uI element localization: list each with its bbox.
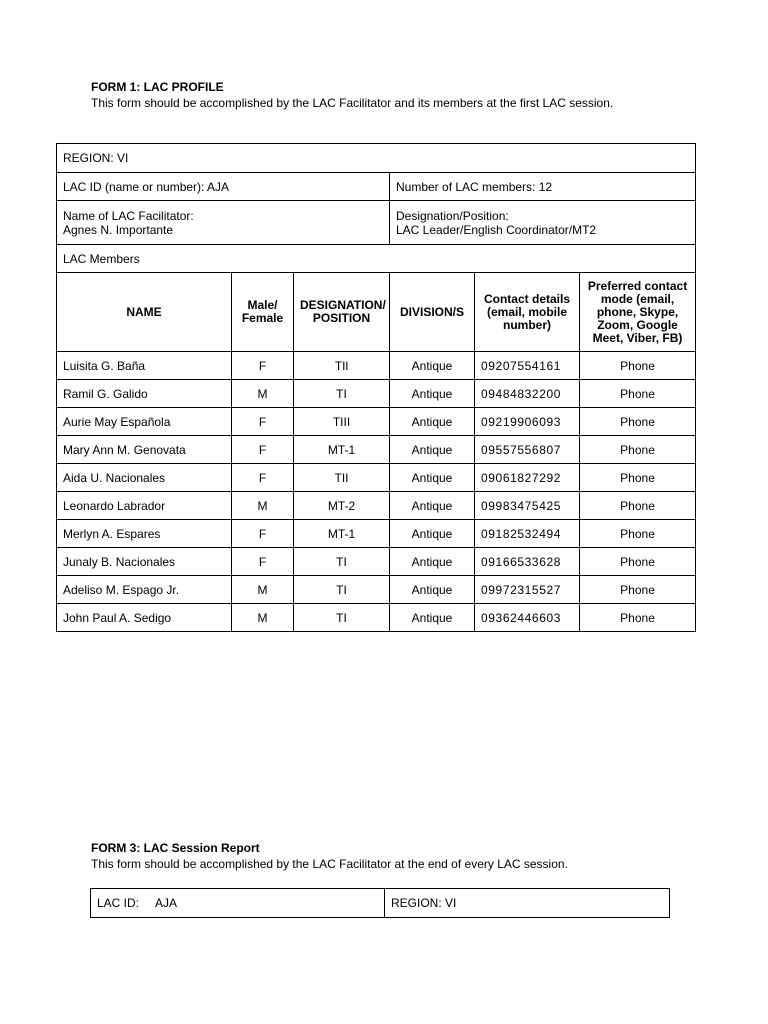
member-sex: M — [232, 604, 294, 632]
member-designation: TI — [294, 548, 390, 576]
form3-heading — [91, 840, 651, 872]
member-contact-mode: Phone — [580, 380, 696, 408]
member-designation: TII — [294, 464, 390, 492]
table-row — [57, 604, 696, 632]
member-sex: M — [232, 576, 294, 604]
designation-cell — [390, 201, 696, 245]
header-designation: DESIGNATION/ POSITION — [294, 273, 390, 352]
member-contact: 09557556807 — [475, 436, 580, 464]
member-contact-mode: Phone — [580, 520, 696, 548]
member-contact-mode: Phone — [580, 492, 696, 520]
member-division: Antique — [390, 436, 475, 464]
member-sex: M — [232, 380, 294, 408]
member-contact-mode: Phone — [580, 548, 696, 576]
member-sex: F — [232, 436, 294, 464]
session-report-table — [90, 888, 670, 918]
member-count-cell: Number of LAC members: 12 — [390, 173, 696, 201]
member-name: Aurie May Española — [57, 408, 232, 436]
form1-description: This form should be accomplished by the LAC Facilitator and its members at the first LAC session. — [91, 96, 614, 110]
region-row — [57, 144, 696, 173]
table-row — [57, 548, 696, 576]
members-label-row — [57, 245, 696, 273]
member-contact: 09207554161 — [475, 352, 580, 380]
session-lac-id-cell — [91, 889, 385, 918]
member-name: Adeliso M. Espago Jr. — [57, 576, 232, 604]
table-row — [57, 380, 696, 408]
member-contact-mode: Phone — [580, 408, 696, 436]
member-division: Antique — [390, 408, 475, 436]
member-contact-mode: Phone — [580, 436, 696, 464]
member-name: Merlyn A. Espares — [57, 520, 232, 548]
facilitator-name: Agnes N. Importante — [63, 222, 174, 237]
table-row — [57, 352, 696, 380]
form3-description: This form should be accomplished by the LAC Facilitator at the end of every LAC session. — [91, 857, 568, 871]
region-cell: REGION: VI — [57, 144, 696, 173]
member-name: Ramil G. Galido — [57, 380, 232, 408]
member-contact: 09983475425 — [475, 492, 580, 520]
member-designation: TI — [294, 380, 390, 408]
member-designation: MT-2 — [294, 492, 390, 520]
session-lac-id-value: AJA — [155, 896, 178, 910]
member-name: Aida U. Nacionales — [57, 464, 232, 492]
designation-label: Designation/Position: — [396, 208, 509, 223]
designation-value: LAC Leader/English Coordinator/MT2 — [396, 222, 597, 237]
table-row — [57, 436, 696, 464]
session-report-row — [91, 889, 670, 918]
member-contact-mode: Phone — [580, 604, 696, 632]
table-header-row — [57, 273, 696, 352]
table-row — [57, 408, 696, 436]
member-contact: 09061827292 — [475, 464, 580, 492]
table-row — [57, 464, 696, 492]
member-contact-mode: Phone — [580, 352, 696, 380]
member-contact: 09484832200 — [475, 380, 580, 408]
header-contact-mode: Preferred contact mode (email, phone, Skype, Zoom, Google Meet, Viber, FB) — [580, 273, 696, 352]
member-name: Mary Ann M. Genovata — [57, 436, 232, 464]
form3-title: FORM 3: LAC Session Report — [91, 841, 260, 855]
table-row — [57, 576, 696, 604]
lac-id-cell: LAC ID (name or number): AJA — [57, 173, 390, 201]
table-row — [57, 520, 696, 548]
member-designation: TIl — [294, 352, 390, 380]
form1-title: FORM 1: LAC PROFILE — [91, 80, 224, 94]
member-division: Antique — [390, 548, 475, 576]
facilitator-cell — [57, 201, 390, 245]
member-division: Antique — [390, 352, 475, 380]
member-name: Junaly B. Nacionales — [57, 548, 232, 576]
facilitator-row — [57, 201, 696, 245]
member-contact: 09166533628 — [475, 548, 580, 576]
header-name: NAME — [57, 273, 232, 352]
member-name: Leonardo Labrador — [57, 492, 232, 520]
members-label-cell: LAC Members — [57, 245, 696, 273]
lac-profile-table — [56, 143, 696, 632]
member-name: Luisita G. Baña — [57, 352, 232, 380]
member-designation: TI — [294, 576, 390, 604]
member-contact: 09972315527 — [475, 576, 580, 604]
member-division: Antique — [390, 576, 475, 604]
member-sex: F — [232, 408, 294, 436]
member-designation: MT-1 — [294, 436, 390, 464]
member-contact-mode: Phone — [580, 464, 696, 492]
member-name: John Paul A. Sedigo — [57, 604, 232, 632]
member-sex: F — [232, 352, 294, 380]
facilitator-label: Name of LAC Facilitator: — [63, 208, 194, 223]
member-sex: M — [232, 492, 294, 520]
lac-id-row — [57, 173, 696, 201]
member-contact: 09362446603 — [475, 604, 580, 632]
header-sex: Male/ Female — [232, 273, 294, 352]
member-division: Antique — [390, 464, 475, 492]
member-designation: TI — [294, 604, 390, 632]
header-contact: Contact details (email, mobile number) — [475, 273, 580, 352]
member-designation: TIII — [294, 408, 390, 436]
member-division: Antique — [390, 604, 475, 632]
member-designation: MT-1 — [294, 520, 390, 548]
member-division: Antique — [390, 520, 475, 548]
member-contact: 09182532494 — [475, 520, 580, 548]
member-contact: 09219906093 — [475, 408, 580, 436]
session-lac-id-label: LAC ID: — [97, 896, 140, 910]
header-division: DIVISION/S — [390, 273, 475, 352]
member-sex: F — [232, 520, 294, 548]
member-sex: F — [232, 548, 294, 576]
member-division: Antique — [390, 380, 475, 408]
member-contact-mode: Phone — [580, 576, 696, 604]
member-division: Antique — [390, 492, 475, 520]
session-region-cell: REGION: VI — [385, 889, 670, 918]
form1-heading — [91, 79, 651, 111]
member-sex: F — [232, 464, 294, 492]
table-row — [57, 492, 696, 520]
